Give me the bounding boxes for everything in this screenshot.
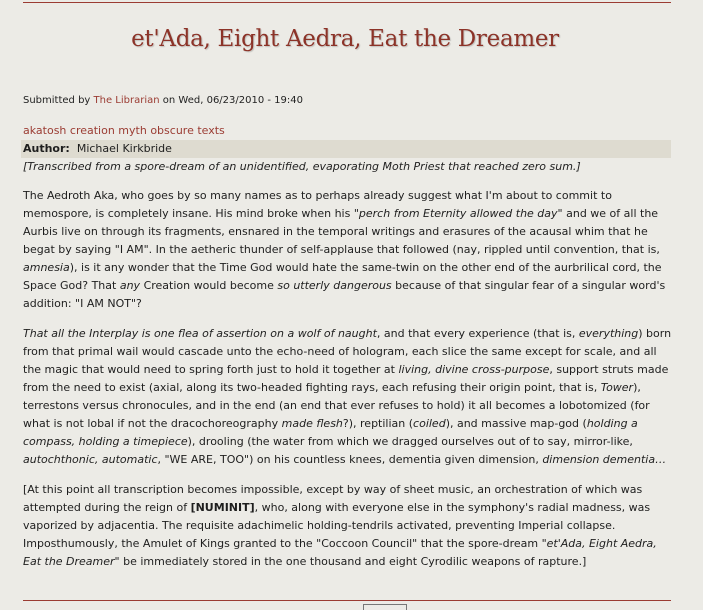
- text: ), drooling (the water from which we dragged ourselves out of to say, mirror-like,: [187, 435, 633, 448]
- text: ), terrestons versus chronocules, and in the end (an end that ever refuses to hold) it all becomes a lobotomized (for what is not lobal if not the dracochoreography: [23, 381, 650, 430]
- paragraph-1: [23, 187, 673, 313]
- text-em: amnesia: [23, 261, 70, 274]
- text: The Aedroth Aka, who goes by so many names as to perhaps already suggest what I'm about to commit to memospore, is completely insane. His mind broke when his: [23, 189, 612, 220]
- text-em: coiled: [413, 417, 446, 430]
- text-em: That all the Interplay is one flea of assertion on a wolf of naught: [23, 327, 377, 340]
- text-strong: [NUMINIT]: [190, 501, 255, 514]
- text: , and that every experience (that is,: [376, 327, 579, 340]
- page-title: et'Ada, Eight Aedra, Eat the Dreamer: [131, 26, 559, 52]
- text: ), and massive map-god (: [445, 417, 587, 430]
- article-body: [23, 187, 673, 583]
- text: because of that singular fear of a singular word's addition: "I AM NOT"?: [23, 279, 666, 310]
- text-em: autochthonic, automatic: [23, 453, 158, 466]
- text: ?), reptilian (: [342, 417, 414, 430]
- text-em: so utterly dangerous: [277, 279, 392, 292]
- text: , "WE ARE, TOO") on his countless knees, dementia given dimension,: [157, 453, 543, 466]
- tag-akatosh[interactable]: akatosh: [23, 124, 67, 137]
- text: ), is it any wonder that the Time God would hate the same-twin on the other end of the aurbrilical cord, the Space God? That: [23, 261, 662, 292]
- paragraph-2: [23, 325, 673, 469]
- text-em: living, divine cross-purpose: [398, 363, 550, 376]
- submitted-line: [23, 95, 303, 106]
- text-em: any: [119, 279, 141, 292]
- taxonomy-tags: [23, 124, 225, 137]
- transcription-note: [Transcribed from a spore-dream of an unidentified, evaporating Moth Priest that reached zero sum.]: [23, 160, 581, 173]
- text: [At this point all transcription becomes impossible, except by way of sheet music, an orchestration of which was attempted during the reign of: [23, 483, 643, 514]
- pager-tab[interactable]: [363, 604, 407, 610]
- text-em: everything: [578, 327, 639, 340]
- text-em: dimension dementia…: [542, 453, 667, 466]
- author-value: Michael Kirkbride: [76, 142, 172, 155]
- text: ) born from that primal wail would cascade unto the echo-need of hologram, each slice the same except for scale, and all the magic that would need to spring forth just to hold it together at: [23, 327, 672, 376]
- paragraph-3: [23, 481, 673, 571]
- tag-obscure-texts[interactable]: obscure texts: [150, 124, 225, 137]
- author-label: Author:: [23, 142, 70, 155]
- top-divider: [23, 2, 671, 3]
- text-em: Tower: [600, 381, 634, 394]
- text-em: "perch from Eternity allowed the day": [353, 207, 563, 220]
- text: be immediately stored in the one thousand and eight Cyrodilic weapons of rapture.]: [119, 555, 587, 568]
- text: Creation would become: [140, 279, 278, 292]
- text: , who, along with everyone else in the symphony's radial madness, was vaporized by adjacentia. The requisite adachimelic holding-tendrils activated, preventing Imperial collapse. Imposthumously, the Amulet of Kings granted to the "Coccoon Council" that the spore-dream: [23, 501, 651, 550]
- submitted-date: on Wed, 06/23/2010 - 19:40: [159, 95, 304, 106]
- tag-creation-myth[interactable]: creation myth: [69, 124, 147, 137]
- bottom-divider: [23, 600, 671, 601]
- text-em: holding a compass, holding a timepiece: [23, 417, 638, 448]
- text: , support struts made from the need to exist (axial, along its two-headed fighting rays, each refusing their origin point, that is,: [23, 363, 669, 394]
- submitted-prefix: Submitted by: [23, 95, 94, 106]
- text: and we of all the Aurbis live on through its fragments, ensnared in the temporal writings and erasures of the acausal whim that he begat by saying "I AM". In the aetheric thunder of self-applause that followed (nay, rippled until convention, that is,: [23, 207, 660, 256]
- author-link[interactable]: The Librarian: [93, 95, 160, 106]
- text-em: "et'Ada, Eight Aedra, Eat the Dreamer": [23, 537, 657, 568]
- author-field: [21, 140, 671, 158]
- text-em: made flesh: [281, 417, 343, 430]
